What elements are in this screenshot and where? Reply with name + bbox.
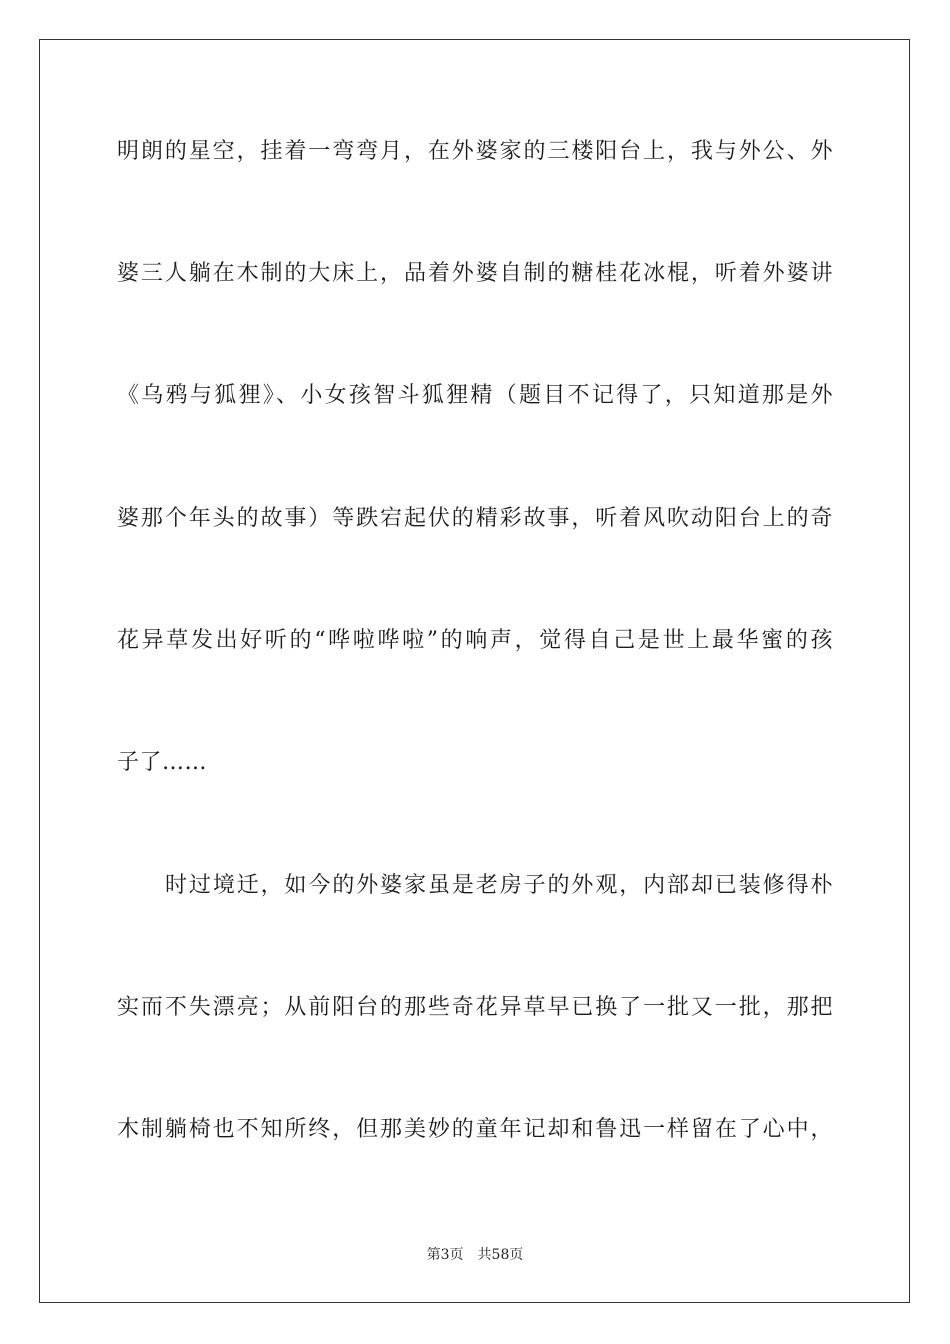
- body-text-line: 木制躺椅也不知所终，但那美妙的童年记却和鲁迅一样留在了心中，: [117, 1117, 833, 1142]
- page-footer: [0, 1246, 950, 1264]
- page-total: 共58页: [477, 1247, 524, 1263]
- body-text-line: 花异草发出好听的“哗啦哗啦”的响声，觉得自己是世上最华蜜的孩: [117, 628, 833, 653]
- paragraph-first-line: 时过境迁，如今的外婆家虽是老房子的外观，内部却已装修得朴: [165, 873, 833, 898]
- body-text-line: 明朗的星空，挂着一弯弯月，在外婆家的三楼阳台上，我与外公、外: [117, 139, 833, 164]
- body-text-line: 实而不失漂亮；从前阳台的那些奇花异草早已换了一批又一批，那把: [117, 995, 833, 1020]
- body-text-line: 婆三人躺在木制的大床上，品着外婆自制的糖桂花冰棍，听着外婆讲: [117, 261, 833, 286]
- body-text-line: 子了……: [117, 750, 208, 775]
- body-text-line: 《乌鸦与狐狸》、小女孩智斗狐狸精（题目不记得了，只知道那是外: [117, 383, 833, 408]
- page-number: 第3页: [426, 1247, 464, 1263]
- page-border: [39, 39, 910, 1303]
- body-text-line: 婆那个年头的故事）等跌宕起伏的精彩故事，听着风吹动阳台上的奇: [117, 506, 833, 531]
